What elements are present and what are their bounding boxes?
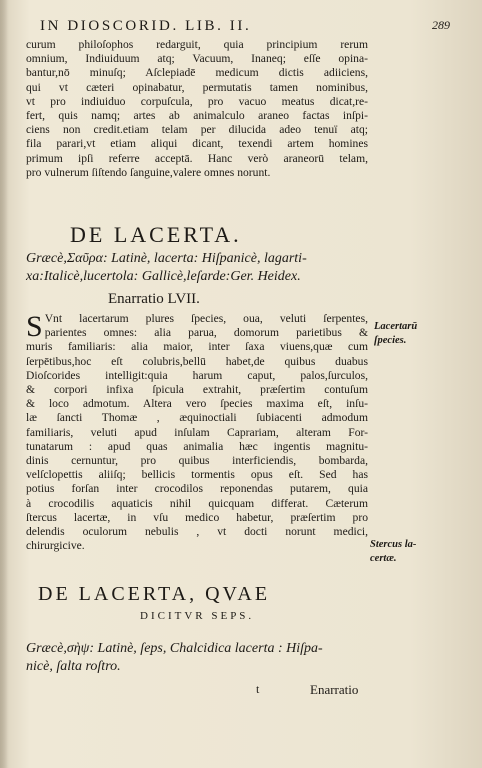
text-line: familiaris, veluti apud inſulam Caprariam, alteram For- — [26, 425, 368, 439]
text-line: pro vulnerum ſiſtendo ſanguine,valere omnes norunt. — [26, 165, 271, 179]
text-line: omnium, Indiuiduum atq; Vacuum, Inaneq; eſſe opina- — [26, 52, 368, 66]
margin-note-line: Stercus la- — [370, 539, 417, 550]
names-line: Græcè,σὴψ: Latinè, ſeps, Chalcidica lacerta : Hiſpa- — [26, 641, 323, 656]
margin-note-line: certæ. — [370, 553, 397, 564]
signature-mark: t — [256, 682, 260, 696]
text-line: delendis oculorum nebulis , vt docti norunt medici, — [26, 525, 368, 539]
section-heading-seps: DE LACERTA, QVAE — [38, 583, 271, 605]
enarratio-heading: Enarratio LVII. — [108, 291, 200, 307]
names-line: xa:Italicè,lucertola: Gallicè,leſarde:Ger. Heidex. — [26, 269, 301, 284]
text-line: fert, quis namq; artes ab animalculo araneo factas inſpi- — [26, 109, 368, 123]
text-line: fila parari,vt etiam aliqui dicant, texendi artem homines — [26, 137, 368, 151]
text-line: ſtercus lacertæ, in vſu medico habetur, præſertim pro — [26, 510, 368, 524]
text-line: dinis cernuntur, pro quibus interficiendis, bombarda, — [26, 454, 368, 468]
text-line: qui vt cæteri opinabatur, permutatis tamen nominibus, — [26, 80, 368, 94]
paragraph-1 — [26, 38, 368, 180]
catchword: Enarratio — [310, 682, 359, 697]
names-line: Græcè,Σαῦρα: Latinè, lacerta: Hiſpanicè, lagarti- — [26, 251, 307, 266]
running-header — [40, 18, 450, 40]
text-line: potius forſan inter crocodilos reponendas putarem, quia — [26, 482, 368, 496]
page-number: 289 — [432, 18, 450, 32]
drop-cap: S — [26, 310, 43, 343]
text-line: Vnt lacertarum plures ſpecies, oua, veluti ſerpentes, — [44, 312, 368, 325]
text-line: & loco admotum. Altera vero ſpecies maxima eſt, inſu- — [26, 397, 368, 411]
text-line: muris familiaris: alia maior, inter ſaxa viuens,quæ cum — [26, 340, 368, 354]
margin-note-line: Lacertarū — [374, 321, 418, 332]
margin-note-line: ſpecies. — [374, 335, 407, 346]
text-line: à crocodilis aquaticis nihil quicquam differat. Cæterum — [26, 496, 368, 510]
text-line: tunatarum : apud quas animalia hæc ingentis magnitu- — [26, 439, 368, 453]
text-line: ciens non credit.etiam telam per dilucida adeo tenuï atq; — [26, 123, 368, 137]
text-line: & corpori infixa ſpicula extrahit, præſertim contuſum — [26, 383, 368, 397]
paragraph-2 — [26, 312, 368, 553]
text-line: Dioſcorides intelligit:quia harum caput, palos,ſurculos, — [26, 368, 368, 382]
page-gutter-shadow — [0, 0, 8, 768]
section-heading-lacerta: DE LACERTA. — [70, 222, 242, 247]
text-line: bantur,nō minuſq; Aſclepiadē medicum dictis adiiciens, — [26, 66, 368, 80]
text-line: læ ſancti Thomæ , æquinoctiali ſubiacenti admodum — [26, 411, 368, 425]
text-line: vt pro indiuiduo corpuſcula, pro vacuo meatus dicat,re- — [26, 94, 368, 108]
text-line: curum philoſophos redarguit, quia principium rerum — [26, 38, 368, 51]
margin-note-stercus — [370, 538, 416, 566]
text-line: velſclopettis aliiſq; bellicis tormentis opus eſt. Sed has — [26, 468, 368, 482]
section-subheading-seps: DICITVR SEPS. — [140, 610, 255, 622]
text-line: ſerpētibus,hoc eſt colubris,bellū habet,de quibus duabus — [26, 354, 368, 368]
running-title: IN DIOSCORID. LIB. II. — [40, 18, 252, 34]
names-line: nicè, ſalta roſtro. — [26, 659, 121, 674]
text-line: chirurgicive. — [26, 539, 85, 553]
text-line: parientes omnes: alia parua, domorum parietibus & — [44, 326, 368, 340]
text-line: primum ipſi referre acceptā. Hanc verò araneorū telam, — [26, 151, 368, 165]
margin-note-species — [374, 320, 417, 348]
